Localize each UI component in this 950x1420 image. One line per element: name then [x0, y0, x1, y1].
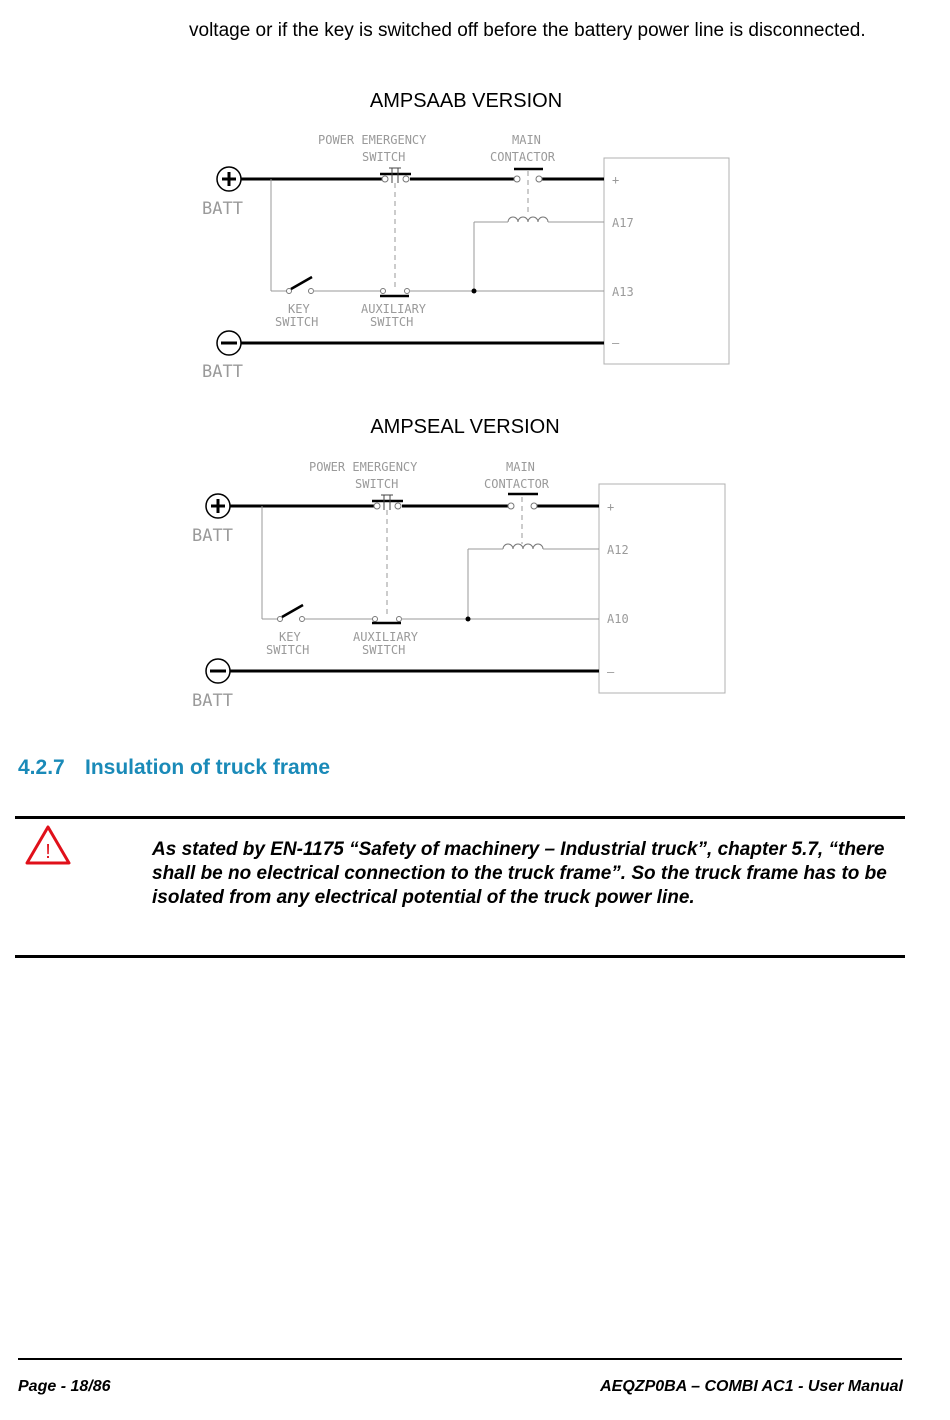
pin-plus-label: +: [607, 500, 615, 514]
contactor-coil-icon: [503, 544, 543, 549]
main-contactor-label: MAIN: [506, 460, 535, 474]
contactor-coil-icon: [508, 217, 548, 222]
footer-document-title: AEQZP0BA – COMBI AC1 - User Manual: [600, 1378, 903, 1395]
battery-positive-terminal-icon: [206, 494, 230, 518]
key-switch-icon: [278, 605, 305, 622]
pin-plus-label: +: [612, 173, 620, 187]
warning-triangle-icon: [24, 824, 72, 866]
key-switch-label: KEY: [279, 630, 301, 644]
key-switch-icon: [287, 277, 314, 294]
footer-rule: [18, 1358, 902, 1360]
controller-box: [604, 158, 729, 364]
intro-paragraph: voltage or if the key is switched off before the battery power line is disconnected.: [189, 20, 866, 41]
key-switch-label-2: SWITCH: [266, 643, 310, 657]
battery-positive-terminal-icon: [217, 167, 241, 191]
power-emergency-switch-icon: [380, 168, 411, 183]
warning-glyph: !: [45, 841, 51, 863]
power-emergency-switch-icon: [372, 495, 403, 510]
main-contactor-icon: [508, 494, 538, 509]
pin-key-label: A13: [612, 285, 634, 299]
auxiliary-switch-icon: [372, 617, 402, 624]
aux-switch-label: AUXILIARY: [361, 302, 427, 316]
key-switch-label: KEY: [288, 302, 310, 316]
pin-coil-label: A12: [607, 543, 629, 557]
section-title: Insulation of truck frame: [85, 756, 331, 779]
section-heading: [18, 756, 330, 780]
diagram-title-ampsaab: AMPSAAB VERSION: [369, 90, 563, 112]
junction-dot: [466, 617, 471, 622]
batt-negative-label: BATT: [192, 691, 233, 711]
warning-bottom-rule: [15, 955, 905, 958]
pin-coil-label: A17: [612, 216, 634, 230]
pin-minus-label: –: [612, 336, 620, 350]
main-contactor-label-2: CONTACTOR: [490, 150, 556, 164]
footer-page-number: Page - 18/86: [18, 1378, 111, 1395]
batt-negative-label: BATT: [202, 362, 243, 382]
key-switch-label-2: SWITCH: [275, 315, 319, 329]
aux-switch-label: AUXILIARY: [353, 630, 419, 644]
junction-dot: [472, 289, 477, 294]
aux-switch-label-2: SWITCH: [362, 643, 406, 657]
power-emergency-label-2: SWITCH: [362, 150, 406, 164]
warning-top-rule: [15, 816, 905, 819]
wiring-diagram-ampsaab: [0, 125, 950, 385]
main-contactor-label-2: CONTACTOR: [484, 477, 550, 491]
pin-minus-label: –: [607, 665, 615, 679]
batt-positive-label: BATT: [202, 199, 243, 219]
diagram-title-ampseal: AMPSEAL VERSION: [370, 416, 560, 438]
battery-negative-terminal-icon: [217, 331, 241, 355]
section-number: 4.2.7: [18, 756, 65, 779]
controller-box: [599, 484, 725, 693]
aux-switch-label-2: SWITCH: [370, 315, 414, 329]
auxiliary-switch-icon: [380, 289, 410, 297]
wiring-diagram-ampseal: [0, 452, 950, 712]
pin-key-label: A10: [607, 612, 629, 626]
batt-positive-label: BATT: [192, 526, 233, 546]
power-emergency-label-2: SWITCH: [355, 477, 399, 491]
power-emergency-label: POWER EMERGENCY: [309, 460, 418, 474]
battery-negative-terminal-icon: [206, 659, 230, 683]
warning-text: As stated by EN-1175 “Safety of machinery – Industrial truck”, chapter 5.7, “there shall be no electrical connection to the truck frame”. So the truck frame has to be isolated from any electrical potential of the truck power line.: [152, 839, 887, 908]
main-contactor-label: MAIN: [512, 133, 541, 147]
power-emergency-label: POWER EMERGENCY: [318, 133, 427, 147]
